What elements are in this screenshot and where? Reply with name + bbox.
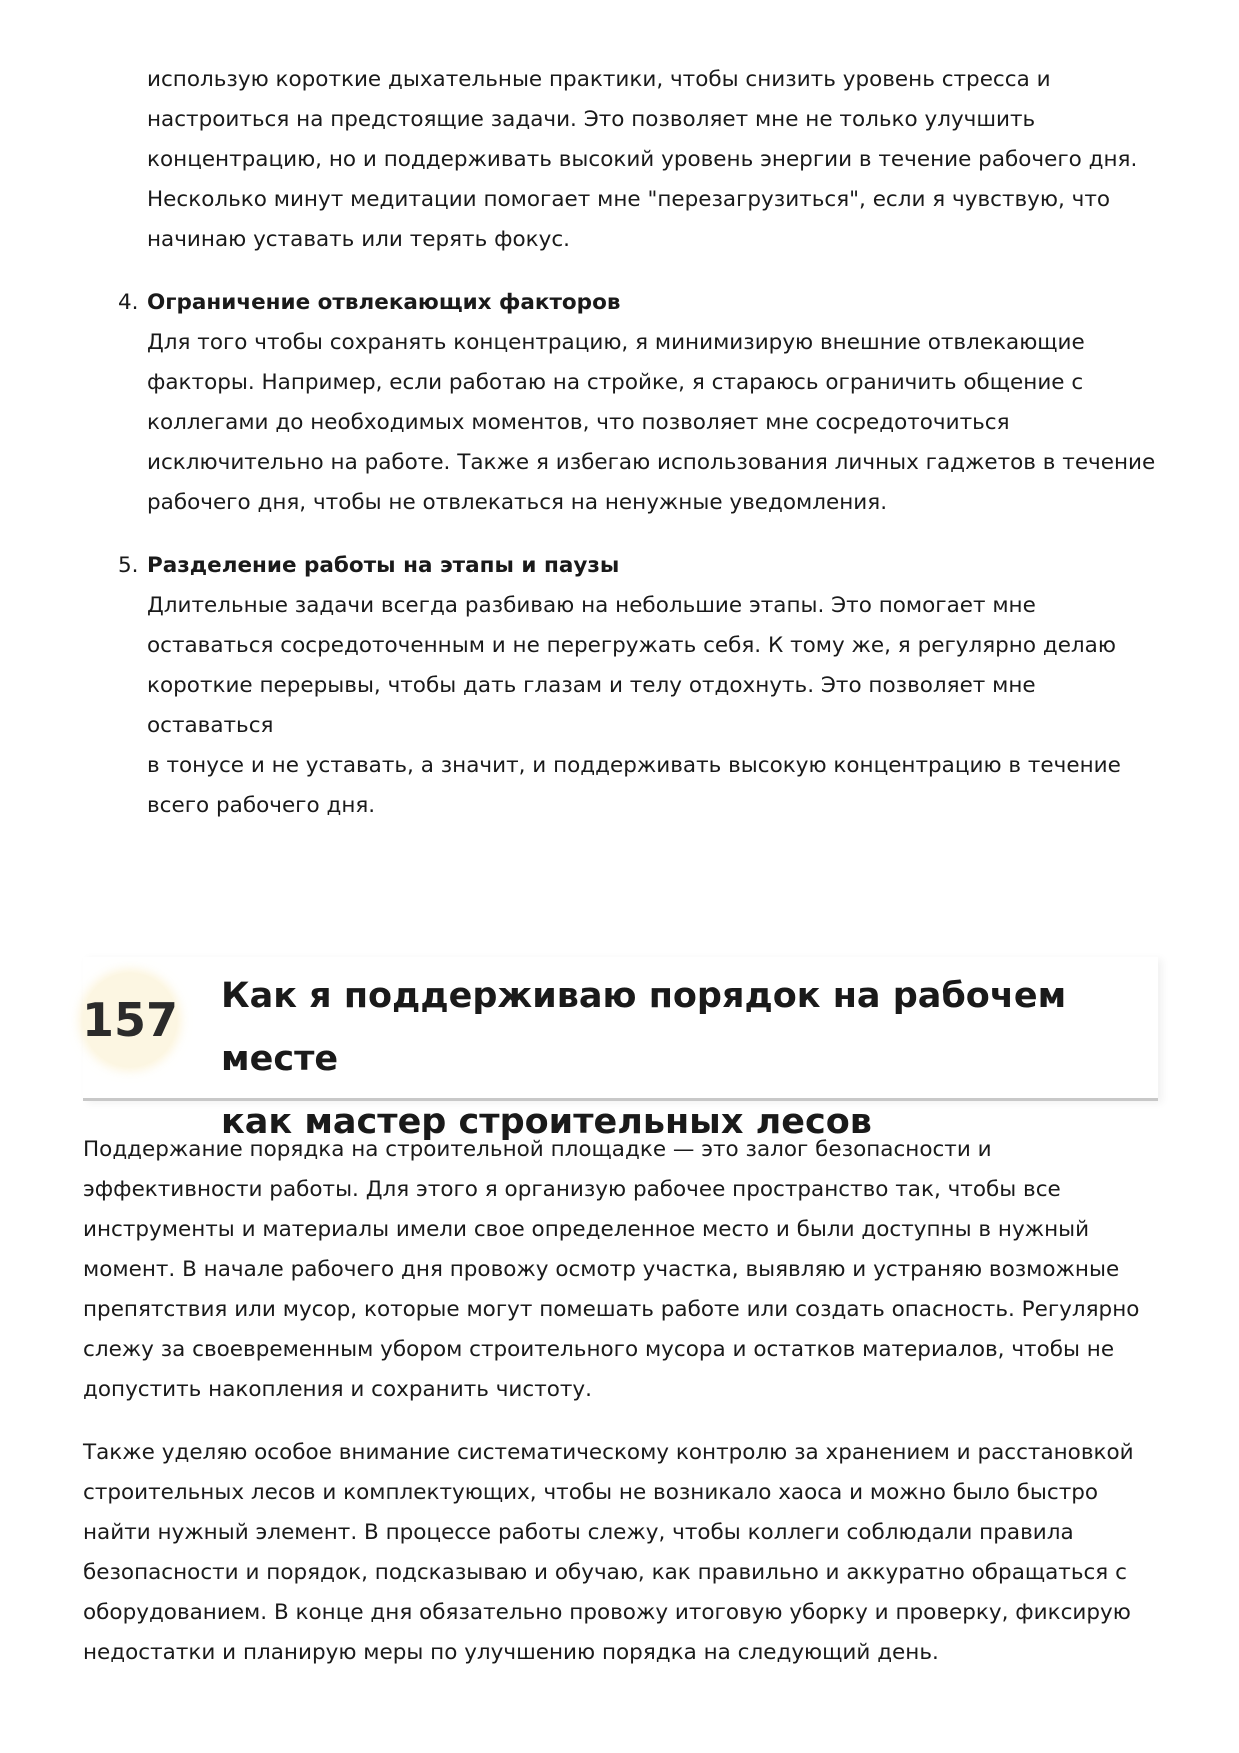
section-title bbox=[221, 965, 1151, 1154]
text-line: исключительно на работе. Также я избегаю использования личных гаджетов в течение bbox=[147, 450, 1156, 475]
text-line: всего рабочего дня. bbox=[147, 793, 376, 818]
text-line: строительных лесов и комплектующих, чтобы не возникало хаоса и можно было быстро bbox=[83, 1480, 1099, 1505]
list-number: 5. bbox=[118, 553, 139, 578]
text-line: факторы. Например, если работаю на стройке, я стараюсь ограничить общение с bbox=[147, 370, 1084, 395]
text-line: Длительные задачи всегда разбиваю на небольшие этапы. Это помогает мне bbox=[147, 593, 1036, 618]
text-line: оборудованием. В конце дня обязательно провожу итоговую уборку и проверку, фиксирую bbox=[83, 1600, 1131, 1625]
previous-section-content bbox=[83, 60, 1158, 826]
text-line: использую короткие дыхательные практики, чтобы снизить уровень стресса и bbox=[147, 67, 1051, 92]
title-line: Как я поддерживаю порядок на рабочем месте bbox=[221, 976, 1067, 1079]
text-line: Также уделяю особое внимание систематическому контролю за хранением и расстановкой bbox=[83, 1440, 1134, 1465]
list-item-text bbox=[147, 323, 1158, 523]
text-line: начинаю уставать или терять фокус. bbox=[147, 227, 570, 252]
text-line: эффективности работы. Для этого я организую рабочее пространство так, чтобы все bbox=[83, 1177, 1061, 1202]
text-line: момент. В начале рабочего дня провожу осмотр участка, выявляю и устраняю возможные bbox=[83, 1257, 1120, 1282]
continuation-paragraph bbox=[83, 60, 1158, 260]
section-body bbox=[83, 1130, 1158, 1673]
text-line: коллегами до необходимых моментов, что позволяет мне сосредоточиться bbox=[147, 410, 1010, 435]
text-line: Несколько минут медитации помогает мне "перезагрузиться", если я чувствую, что bbox=[147, 187, 1111, 212]
section-number-badge: 157 bbox=[83, 973, 177, 1067]
text-line: концентрацию, но и поддерживать высокий уровень энергии в течение рабочего дня. bbox=[147, 147, 1138, 172]
list-number: 4. bbox=[118, 290, 139, 315]
text-line: препятствия или мусор, которые могут помешать работе или создать опасность. Регулярно bbox=[83, 1297, 1140, 1322]
list-item-4 bbox=[83, 283, 1158, 523]
text-line: оставаться сосредоточенным и не перегружать себя. К тому же, я регулярно делаю bbox=[147, 633, 1116, 658]
body-paragraph bbox=[83, 1130, 1158, 1410]
text-line: настроиться на предстоящие задачи. Это позволяет мне не только улучшить bbox=[147, 107, 1036, 132]
list-item-title: Разделение работы на этапы и паузы bbox=[147, 553, 620, 578]
text-line: слежу за своевременным убором строительного мусора и остатков материалов, чтобы не bbox=[83, 1337, 1115, 1362]
text-line: недостатки и планирую меры по улучшению порядка на следующий день. bbox=[83, 1640, 939, 1665]
text-line: рабочего дня, чтобы не отвлекаться на ненужные уведомления. bbox=[147, 490, 888, 515]
body-paragraph bbox=[83, 1433, 1158, 1673]
text-line: найти нужный элемент. В процессе работы слежу, чтобы коллеги соблюдали правила bbox=[83, 1520, 1074, 1545]
text-line: в тонусе и не уставать, а значит, и поддерживать высокую концентрацию в течение bbox=[147, 753, 1121, 778]
text-line: короткие перерывы, чтобы дать глазам и телу отдохнуть. Это позволяет мне оставаться bbox=[147, 673, 1036, 738]
list-item-5 bbox=[83, 546, 1158, 826]
list-item-text bbox=[147, 586, 1158, 826]
title-line: как мастер строительных лесов bbox=[221, 1102, 872, 1142]
list-item-title: Ограничение отвлекающих факторов bbox=[147, 290, 621, 315]
text-line: Для того чтобы сохранять концентрацию, я минимизирую внешние отвлекающие bbox=[147, 330, 1085, 355]
text-line: безопасности и порядок, подсказываю и обучаю, как правильно и аккуратно обращаться с bbox=[83, 1560, 1127, 1585]
text-line: Поддержание порядка на строительной площадке — это залог безопасности и bbox=[83, 1137, 992, 1162]
text-line: допустить накопления и сохранить чистоту. bbox=[83, 1377, 592, 1402]
text-line: инструменты и материалы имели свое определенное место и были доступны в нужный bbox=[83, 1217, 1090, 1242]
section-header bbox=[81, 957, 1158, 1142]
